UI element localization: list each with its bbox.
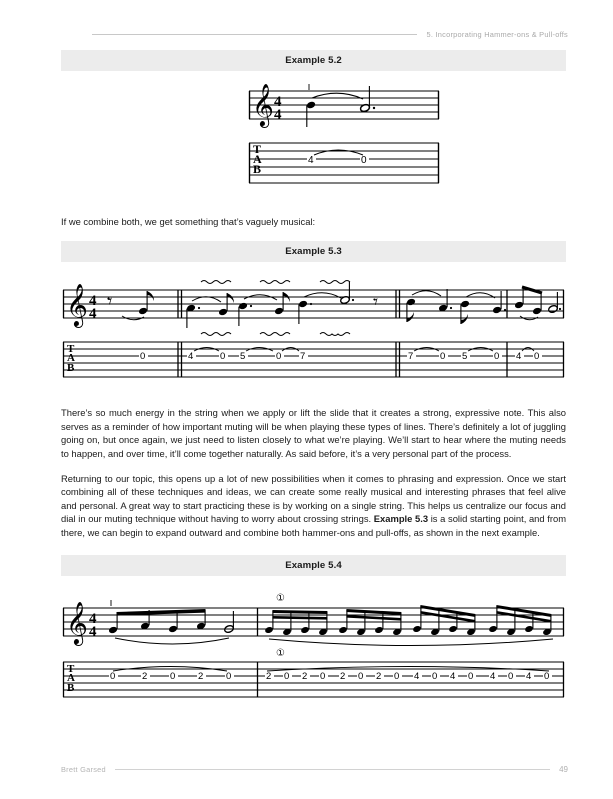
svg-text:T: T [253,142,262,156]
svg-text:0: 0 [534,351,540,363]
intro-paragraph: If we combine both, we get something that’s vaguely musical: [61,216,316,227]
svg-text:4: 4 [526,671,532,683]
svg-text:4: 4 [516,351,522,363]
svg-text:B: B [253,162,262,176]
svg-text:2: 2 [266,671,272,683]
notation-5-4 [61,586,566,704]
svg-text:4: 4 [89,306,97,323]
svg-text:T: T [67,663,75,676]
svg-text:𝄾: 𝄾 [373,291,379,314]
example-reference-5-3: Example 5.3 [373,513,429,525]
svg-text:𝄞: 𝄞 [252,83,274,126]
example-caption-5-4: Example 5.4 [61,555,566,576]
footer-author: Brett Garsed [61,764,106,774]
paragraph-returning-topic [61,472,566,539]
svg-text:𝄞: 𝄞 [66,601,88,645]
svg-text:0: 0 [220,351,226,363]
svg-text:4: 4 [89,293,97,310]
page-content [61,0,566,704]
svg-text:5: 5 [462,351,468,363]
example-caption-5-2: Example 5.2 [61,50,566,71]
svg-text:4: 4 [89,611,97,628]
svg-text:0: 0 [276,351,282,363]
svg-text:2: 2 [302,671,308,683]
chapter-title: 5. Incorporating Hammer-ons & Pull-offs [426,29,568,39]
svg-text:0: 0 [468,671,474,683]
svg-text:0: 0 [508,671,514,683]
notation-5-2 [61,83,566,191]
footer-rule [115,769,550,770]
svg-text:2: 2 [376,671,382,683]
footer-page-number: 49 [559,764,568,774]
string-indicator-staff: ① [276,593,285,605]
svg-text:0: 0 [361,155,367,166]
svg-text:T: T [67,343,75,356]
svg-text:0: 0 [170,671,176,683]
paragraph-slide-energy: There’s so much energy in the string when we apply or lift the slide that it creates a strong, expressive note. This also serves as a reminder of how important muting will be when playing these types of lines. There’s definitely a lot of juggling going on, but once again, we just need to listen closely to what we’re playing. We’ll start to hear where the muting needs to happen, and over time, it’ll come together naturally. As said before, it’s a very personal part of the process. [61,407,566,459]
page-footer [0,761,613,777]
svg-text:7: 7 [408,351,414,363]
svg-text:A: A [67,352,75,365]
svg-text:0: 0 [394,671,400,683]
svg-text:4: 4 [490,671,496,683]
svg-text:2: 2 [340,671,346,683]
string-indicator-tab: ① [276,648,285,660]
svg-text:0: 0 [432,671,438,683]
svg-text:𝄞: 𝄞 [66,283,88,327]
svg-text:4: 4 [188,351,194,363]
svg-text:4: 4 [414,671,420,683]
music-system-5-3 [61,272,566,384]
svg-text:B: B [67,682,75,695]
svg-text:𝄾: 𝄾 [107,289,113,314]
svg-text:2: 2 [198,671,204,683]
svg-text:4: 4 [450,671,456,683]
svg-text:0: 0 [358,671,364,683]
svg-text:2: 2 [142,671,148,683]
example-caption-5-3: Example 5.3 [61,241,566,262]
notation-5-3 [61,272,566,384]
paragraph-2-part-a: Returning to our topic, this opens up a lot of new possibilities when it comes to phrasing and expression. Once we start combining all of these techniques and ideas, we can create some really musical and interesting phrases that feel alive and personal. A great way to start practicing these is by working on a single string. This helps us centralize our focus and dial in our muting technique without having to worry about crossing strings. [61,473,566,525]
svg-text:0: 0 [494,351,500,363]
svg-text:7: 7 [300,351,306,363]
svg-text:0: 0 [110,671,116,683]
svg-text:4: 4 [274,94,282,110]
paragraph-2-part-b: is a solid starting point, and from there, we can begin to expand outward and combine both hammer-ons and pull-offs, as shown in the next example. [61,513,567,538]
svg-text:0: 0 [544,671,550,683]
svg-text:0: 0 [440,351,446,363]
svg-text:0: 0 [320,671,326,683]
svg-text:4: 4 [89,624,97,641]
svg-text:0: 0 [140,351,146,363]
svg-text:A: A [67,672,75,685]
svg-text:0: 0 [284,671,290,683]
svg-text:A: A [253,152,262,166]
svg-text:0: 0 [226,671,232,683]
music-system-5-2 [61,83,566,191]
svg-text:5: 5 [240,351,246,363]
svg-text:4: 4 [308,155,314,166]
music-system-5-4 [61,586,566,704]
svg-text:4: 4 [274,107,282,123]
svg-text:B: B [67,362,75,375]
